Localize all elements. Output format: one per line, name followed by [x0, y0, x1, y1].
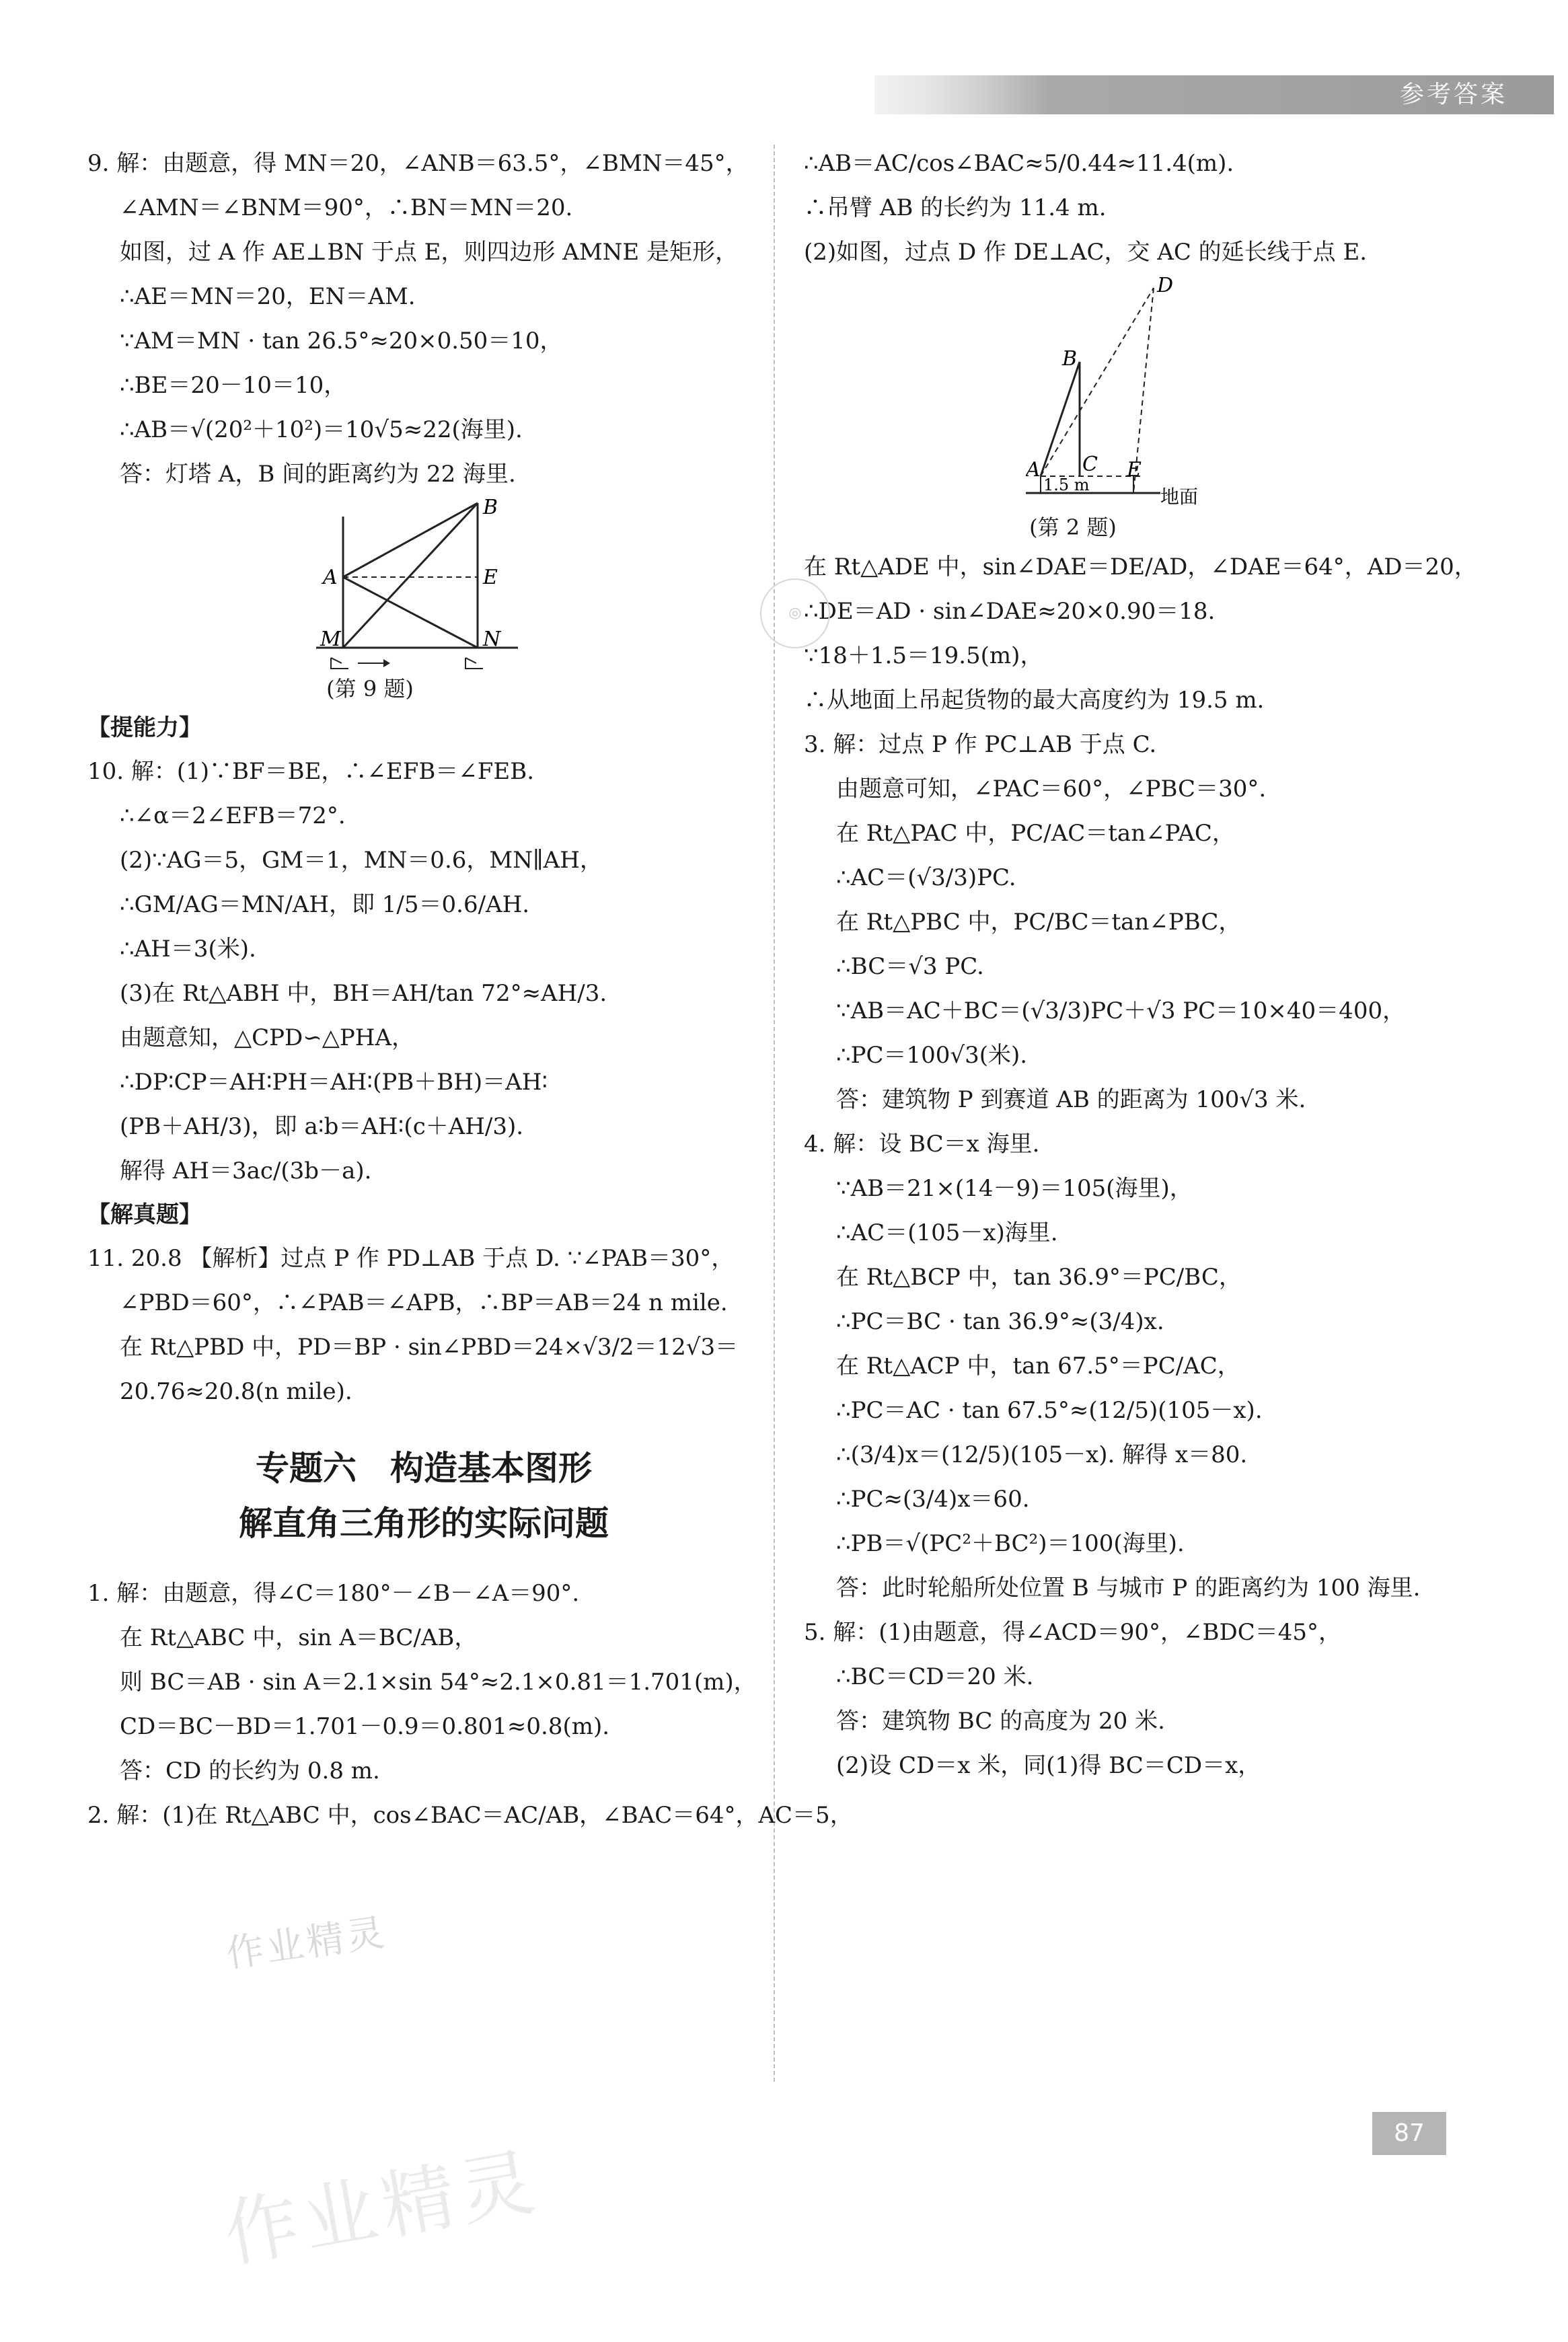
topic-title-line: 解直角三角形的实际问题 — [239, 1504, 609, 1543]
label-A: A — [1026, 458, 1041, 482]
answer-line: 11. 20.8 【解析】过点 P 作 PD⊥AB 于点 D. ∵∠PAB＝30°， — [87, 1245, 735, 1272]
figure-2 — [1026, 274, 1268, 517]
answer-line: 在 Rt△BCP 中，tan 36.9°＝PC/BC， — [836, 1264, 1242, 1291]
topic-title-line: 专题六 构造基本图形 — [256, 1449, 592, 1488]
label-M: M — [320, 628, 341, 651]
answer-line: ∴∠α＝2∠EFB＝72°. — [120, 802, 346, 829]
label-C: C — [1082, 453, 1098, 476]
answer-line: 在 Rt△ACP 中，tan 67.5°＝PC/AC， — [836, 1353, 1240, 1380]
question-9 — [87, 141, 760, 706]
answer-line: ∴AC＝(105－x)海里. — [836, 1219, 1058, 1246]
answer-line: 解得 AH＝3ac/(3b－a). — [120, 1158, 372, 1184]
topic-title — [87, 1441, 760, 1551]
stamp-icon: ◎ — [760, 578, 830, 648]
watermark-small: 作业精灵 — [223, 1910, 389, 1977]
answer-line: 如图，过 A 作 AE⊥BN 于点 E，则四边形 AMNE 是矩形， — [120, 239, 739, 266]
answer-line: ∴PC＝AC · tan 67.5°≈(12/5)(105－x). — [836, 1397, 1263, 1424]
answer-line: ∴GM/AG＝MN/AH，即 1/5＝0.6/AH. — [120, 891, 530, 918]
answer-line: ∵AM＝MN · tan 26.5°≈20×0.50＝10， — [120, 328, 563, 354]
answer-line: 10. 解：(1)∵BF＝BE，∴∠EFB＝∠FEB. — [87, 758, 534, 785]
label-B: B — [1062, 347, 1078, 371]
page-number: 87 — [1372, 2112, 1446, 2155]
answer-line: (2)设 CD＝x 米，同(1)得 BC＝CD＝x， — [836, 1752, 1261, 1779]
height-label: 1.5 m — [1043, 476, 1090, 494]
column-divider — [774, 145, 775, 2082]
answer-line: ∠AMN＝∠BNM＝90°，∴BN＝MN＝20. — [120, 194, 573, 221]
answer-line: ∴AB＝√(20²＋10²)＝10√5≈22(海里). — [120, 416, 523, 443]
answer-line: CD＝BC－BD＝1.701－0.9＝0.801≈0.8(m). — [120, 1713, 610, 1740]
answer-line: ∵18＋1.5＝19.5(m)， — [804, 642, 1043, 669]
answer-line: ∴DE＝AD · sin∠DAE≈20×0.90＝18. — [804, 598, 1216, 625]
ground-label: 地面 — [1160, 486, 1199, 508]
answer-line: (PB＋AH/3)，即 a∶b＝AH∶(c＋AH/3). — [120, 1113, 524, 1140]
question-4 — [804, 1122, 1517, 1610]
answer-line: ∵AB＝AC＋BC＝(√3/3)PC＋√3 PC＝10×40＝400， — [836, 997, 1406, 1024]
ship-icon — [331, 658, 348, 669]
answer-line: 在 Rt△PBC 中，PC/BC＝tan∠PBC， — [836, 909, 1242, 936]
figure-2-caption: (第 2 题) — [1029, 515, 1117, 540]
label-E: E — [1127, 458, 1142, 482]
figure-2-diagram — [1026, 274, 1268, 517]
answer-line: 答：此时轮船所处位置 B 与城市 P 的距离约为 100 海里. — [836, 1575, 1421, 1601]
label-E: E — [483, 566, 498, 589]
answer-line: 在 Rt△ADE 中，sin∠DAE＝DE/AD，∠DAE＝64°，AD＝20， — [804, 554, 1477, 580]
answer-line: ∴BC＝CD＝20 米. — [836, 1663, 1034, 1690]
question-11 — [87, 1236, 760, 1414]
answer-line: ∴吊臂 AB 的长约为 11.4 m. — [804, 194, 1107, 221]
answer-line: 9. 解：由题意，得 MN＝20，∠ANB＝63.5°，∠BMN＝45°， — [87, 150, 749, 177]
answer-line: ∴PC≈(3/4)x＝60. — [836, 1486, 1030, 1513]
question-2-cont — [804, 141, 1517, 722]
answer-line: ∴AB＝AC/cos∠BAC≈5/0.44≈11.4(m). — [804, 150, 1234, 177]
answer-line: 答：建筑物 BC 的高度为 20 米. — [836, 1708, 1165, 1735]
answer-line: 则 BC＝AB · sin A＝2.1×sin 54°≈2.1×0.81＝1.701(m)， — [120, 1669, 757, 1696]
question-10 — [87, 749, 760, 1193]
answer-line: 5. 解：(1)由题意，得∠ACD＝90°，∠BDC＝45°， — [804, 1619, 1341, 1646]
answer-line: ∴PC＝100√3(米). — [836, 1042, 1028, 1069]
section-heading: 【解真题】 — [87, 1201, 202, 1228]
answer-line: ∴PB＝√(PC²＋BC²)＝100(海里). — [836, 1530, 1185, 1557]
figure-9-diagram — [316, 496, 626, 671]
label-B: B — [483, 496, 498, 519]
answer-line: 在 Rt△PBD 中，PD＝BP · sin∠PBD＝24×√3/2＝12√3＝ — [120, 1334, 739, 1361]
label-A: A — [323, 566, 338, 589]
answer-line: 4. 解：设 BC＝x 海里. — [804, 1131, 1040, 1158]
answer-line: ∴AH＝3(米). — [120, 936, 256, 962]
answer-line: (2)如图，过点 D 作 DE⊥AC，交 AC 的延长线于点 E. — [804, 239, 1368, 266]
watermark: 作业精灵 — [218, 2138, 546, 2278]
ship-icon — [465, 658, 483, 669]
question-5 — [804, 1610, 1517, 1788]
answer-line: ∠PBD＝60°，∴∠PAB＝∠APB，∴BP＝AB＝24 n mile. — [120, 1289, 728, 1316]
answer-line: 3. 解：过点 P 作 PC⊥AB 于点 C. — [804, 731, 1157, 758]
answer-line: 由题意可知，∠PAC＝60°，∠PBC＝30°. — [836, 776, 1267, 802]
section-heading: 【提能力】 — [87, 714, 202, 741]
question-3 — [804, 722, 1517, 1122]
answer-line: (3)在 Rt△ABH 中，BH＝AH/tan 72°≈AH/3. — [120, 980, 607, 1007]
label-N: N — [483, 628, 501, 651]
answer-line: 答：灯塔 A，B 间的距离约为 22 海里. — [120, 461, 516, 488]
answer-line: ∴从地面上吊起货物的最大高度约为 19.5 m. — [804, 687, 1265, 714]
question-1 — [87, 1571, 760, 1793]
arrow-right-icon — [358, 659, 390, 667]
answer-line: 答：建筑物 P 到赛道 AB 的距离为 100√3 米. — [836, 1086, 1306, 1113]
answer-line: 答：CD 的长约为 0.8 m. — [120, 1758, 380, 1784]
answer-line: ∴BC＝√3 PC. — [836, 953, 984, 980]
answer-line: 2. 解：(1)在 Rt△ABC 中，cos∠BAC＝AC/AB，∠BAC＝64°，AC＝5， — [87, 1802, 853, 1829]
left-column — [87, 141, 853, 1838]
answer-line: 在 Rt△ABC 中，sin A＝BC/AB， — [120, 1624, 478, 1651]
answer-line: ∴BE＝20－10＝10， — [120, 372, 347, 399]
header-title: 参考答案 — [1399, 81, 1507, 108]
answer-line: ∴PC＝BC · tan 36.9°≈(3/4)x. — [836, 1308, 1164, 1335]
figure-9-caption: (第 9 题) — [326, 676, 414, 702]
answer-line: 20.76≈20.8(n mile). — [120, 1378, 352, 1405]
right-column — [804, 141, 1517, 1788]
answer-line: 在 Rt△PAC 中，PC/AC＝tan∠PAC， — [836, 820, 1235, 847]
answer-line: 由题意知，△CPD∽△PHA， — [120, 1024, 415, 1051]
answer-line: ∴AC＝(√3/3)PC. — [836, 864, 1016, 891]
answer-line: ∴(3/4)x＝(12/5)(105－x). 解得 x＝80. — [836, 1441, 1248, 1468]
answer-line: ∴AE＝MN＝20，EN＝AM. — [120, 283, 416, 310]
label-D: D — [1157, 274, 1174, 297]
answer-line: ∵AB＝21×(14－9)＝105(海里)， — [836, 1175, 1193, 1202]
answer-line: ∴DP∶CP＝AH∶PH＝AH∶(PB＋BH)＝AH∶ — [120, 1069, 548, 1096]
question-2-start — [87, 1793, 853, 1838]
answer-line: 1. 解：由题意，得∠C＝180°－∠B－∠A＝90°. — [87, 1580, 580, 1607]
figure-9 — [316, 496, 626, 671]
answer-line: (2)∵AG＝5，GM＝1，MN＝0.6，MN∥AH， — [120, 847, 603, 874]
